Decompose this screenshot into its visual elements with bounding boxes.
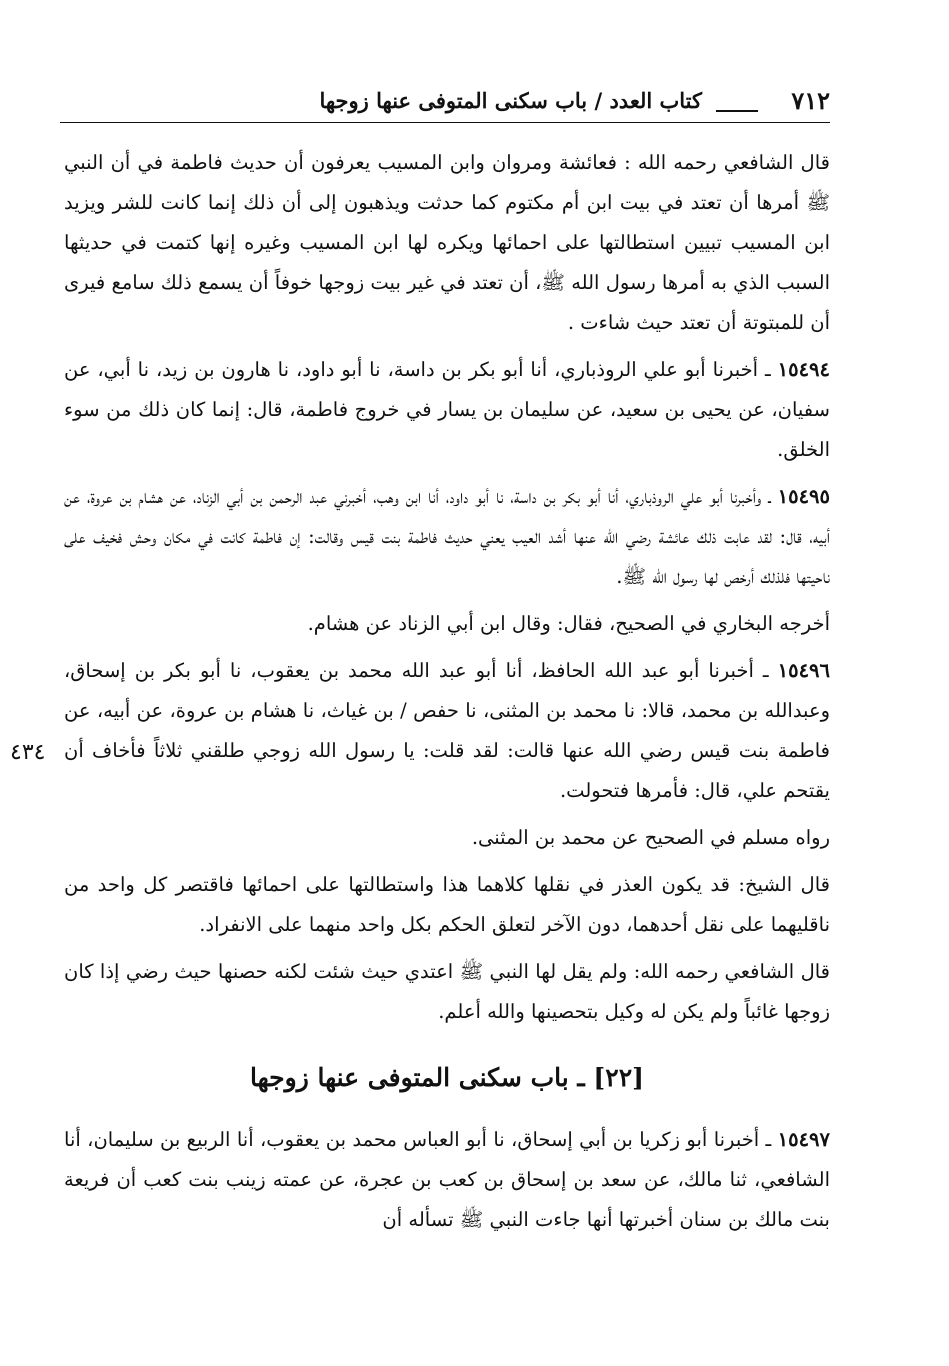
- hadith-15495: ١٥٤٩٥ ـ وأخبرنا أبو علي الروذباري، أنا أبو بكر بن داسة، نا أبو داود، أنا ابن وهب، أخبرني عبد الرحمن بن أبي الزناد، عن هشام بن عروة، عن أبيه، قال: لقد عابت ذلك عائشة رضي الله عنها أشد العيب يعني حديث فاطمة بنت قيس وقالت: إن فاطمة كانت في مكان وحش فخيف على ناحيتها فلذلك أرخص لها رسول الله ﷺ.: [64, 485, 830, 588]
- hadith-15497: ١٥٤٩٧ ـ أخبرنا أبو زكريا بن أبي إسحاق، نا أبو العباس محمد بن يعقوب، أنا الربيع بن سليمان، أنا الشافعي، ثنا مالك، عن سعد بن إسحاق بن كعب بن عجرة، عن عمته زينب بنت كعب أن فريعة بنت مالك بن سنان أخبرتها أنها جاءت النبي ﷺ تسأله أن: [64, 1128, 830, 1231]
- header-dash: [716, 110, 758, 112]
- margin-page-number: ٤٣٤: [10, 740, 46, 765]
- running-header: [60, 86, 830, 126]
- page-number: ٧١٢: [791, 86, 830, 115]
- paragraph-shafii-comment: قال الشافعي رحمه الله : فعائشة ومروان وابن المسيب يعرفون أن حديث فاطمة في أن النبي ﷺ أمرها أن تعتد في بيت ابن أم مكتوم كما حدثت ويذهبون إلى أن ذلك إنما كانت للشر ويزيد ابن المسيب تبيين استطالتها على احمائها ويكره لها ابن المسيب وغيره إنها كتمت في حديثها السبب الذي به أمرها رسول الله ﷺ، أن تعتد في غير بيت زوجها خوفاً أن يسمع ذلك سامع فيرى أن للمبتوتة أن تعتد حيث شاءت .: [64, 151, 830, 334]
- paragraph-shafii-conclusion: قال الشافعي رحمه الله: ولم يقل لها النبي ﷺ اعتدي حيث شئت لكنه حصنها حيث رضي إذا كان زوجها غائباً ولم يكن له وكيل بتحصينها والله أعلم.: [64, 960, 830, 1023]
- chapter-heading: [٢٢] ـ باب سكنى المتوفى عنها زوجها: [250, 1063, 644, 1092]
- page-body: [64, 143, 830, 1247]
- header-rule: [60, 122, 830, 123]
- hadith-number: ١٥٤٩٤: [777, 358, 830, 381]
- hadith-number: ١٥٤٩٥: [777, 485, 830, 508]
- hadith-15496: ١٥٤٩٦ ـ أخبرنا أبو عبد الله الحافظ، أنا أبو عبد الله محمد بن يعقوب، نا أبو بكر بن إسحاق، وعبدالله بن محمد، قالا: نا محمد بن المثنى، نا حفص / بن غياث، نا هشام بن عروة، عن أبيه، عن فاطمة بنت قيس رضي الله عنها قالت: لقد قلت: يا رسول الله زوجي طلقني ثلاثاً فأخاف أن يقتحم علي، قال: فأمرها فتحولت.: [64, 659, 830, 802]
- hadith-15494: ١٥٤٩٤ ـ أخبرنا أبو علي الروذباري، أنا أبو بكر بن داسة، نا أبو داود، نا هارون بن زيد، نا أبي، عن سفيان، عن يحيى بن سعيد، عن سليمان بن يسار في خروج فاطمة، قال: إنما كان ذلك من سوء الخلق.: [64, 358, 830, 461]
- paragraph-muslim-note: رواه مسلم في الصحيح عن محمد بن المثنى.: [471, 826, 830, 849]
- header-title: كتاب العدد / باب سكنى المتوفى عنها زوجها: [319, 88, 702, 113]
- hadith-number: ١٥٤٩٧: [777, 1128, 830, 1151]
- paragraph-sheikh-comment: قال الشيخ: قد يكون العذر في نقلها كلاهما هذا واستطالتها على احمائها فاقتصر كل واحد من ناقليهما على نقل أحدهما، دون الآخر لتعلق الحكم بكل واحد منهما على الانفراد.: [64, 873, 830, 936]
- hadith-number: ١٥٤٩٦: [777, 659, 830, 682]
- paragraph-bukhari-note: أخرجه البخاري في الصحيح، فقال: وقال ابن أبي الزناد عن هشام.: [307, 612, 830, 635]
